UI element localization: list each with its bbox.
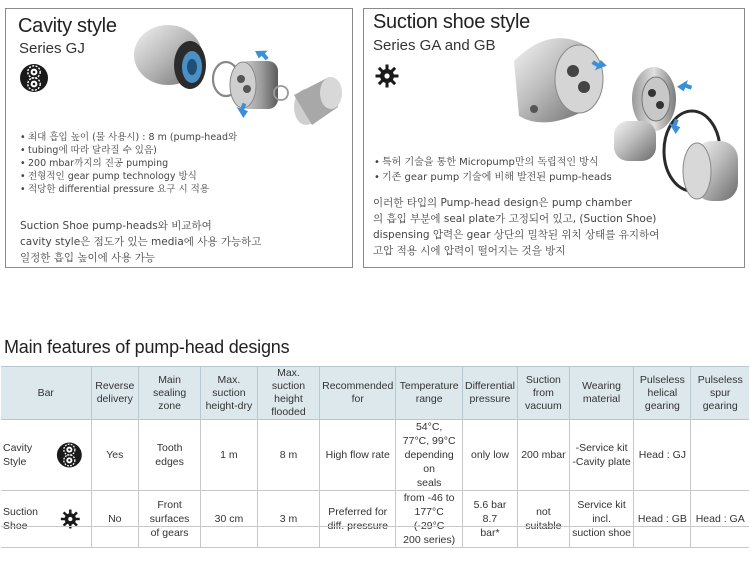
table-cell-line: 5.6 bar 8.7 — [473, 499, 507, 525]
table-cell-line: Head : GJ — [638, 449, 687, 461]
table-cell-line: 200 series) — [403, 534, 456, 546]
column-header-line: vacuum — [525, 399, 562, 412]
suction-shoe-panel — [363, 8, 745, 268]
column-header-line: Wearing — [582, 380, 621, 392]
table-cell — [517, 491, 569, 548]
table-row — [1, 491, 749, 548]
table-cell — [201, 491, 258, 548]
table-cell-line: Service kit incl. — [577, 499, 626, 525]
column-header-line: Main sealing — [152, 373, 187, 399]
table-cell-line: High flow rate — [325, 449, 390, 461]
section-title: Main features of pump-head designs — [4, 337, 290, 357]
cavity-gear-icon — [19, 63, 49, 93]
cavity-pump-head-illustration — [126, 15, 351, 145]
column-header — [139, 367, 201, 420]
list-item: • 최대 흡입 높이 (물 사용시) : 8 m (pump-head와 — [20, 131, 237, 144]
column-header — [320, 367, 396, 420]
table-cell — [691, 491, 749, 548]
column-header — [517, 367, 569, 420]
paragraph-line: 이러한 타입의 Pump-head design은 pump chamber — [373, 197, 632, 209]
column-header — [257, 367, 319, 420]
table-cell-line: Tooth edges — [155, 442, 184, 468]
table-cell-line: 200 mbar — [521, 449, 566, 461]
table-cell-line: Preferred for — [328, 506, 388, 518]
table-cell-line: -Service kit — [575, 442, 628, 454]
suction-shoe-gear-icon — [372, 61, 402, 91]
table-cell-line: 8 m — [279, 449, 298, 461]
suction-panel-series: Series GA and GB — [373, 37, 496, 54]
column-header — [634, 367, 691, 420]
column-header-line: Suction from — [525, 373, 561, 399]
column-header — [569, 367, 634, 420]
table-cell — [396, 420, 463, 491]
table-cell — [257, 491, 319, 548]
column-header-line: pressure — [469, 393, 511, 405]
table-cell — [320, 420, 396, 491]
column-header-line: Pulseless spur — [697, 373, 743, 399]
column-header-line: Recommended — [322, 380, 394, 392]
table-cell — [257, 420, 319, 491]
column-header-line: height-dry — [205, 399, 253, 412]
table-cell-line: -Cavity plate — [572, 456, 631, 468]
list-item-continuation — [20, 144, 237, 157]
table-cell-line: not suitable — [525, 506, 562, 532]
table-bottom-rule — [1, 526, 749, 527]
list-item: • 적당한 differential pressure 요구 시 적용 — [20, 183, 237, 196]
column-header-line: Bar — [37, 386, 54, 399]
table-cell — [201, 420, 258, 491]
table-cell-line: only low — [471, 449, 509, 461]
table-cell-line: 3 m — [279, 513, 298, 525]
table-cell — [139, 491, 201, 548]
list-item: • 기존 gear pump 기술에 비해 발전된 pump-heads — [374, 170, 612, 185]
table-cell-line: Front surfaces — [149, 499, 190, 525]
paragraph-line: cavity style은 점도가 있는 media에 사용 가능하고 — [20, 236, 262, 248]
suction-paragraph — [373, 195, 659, 259]
column-header-line: Max. suction — [271, 367, 306, 392]
table-cell-line: depending on — [404, 449, 454, 475]
column-header — [396, 367, 463, 420]
row-label: Cavity Style — [3, 442, 33, 468]
column-header-line: range — [415, 393, 443, 405]
table-cell-line: of gears — [150, 527, 189, 539]
table-cell-line: diff. pressure — [327, 520, 388, 532]
table-cell — [691, 420, 749, 491]
column-header — [1, 367, 91, 420]
column-header-line: Reverse — [95, 380, 135, 392]
table-cell — [569, 420, 634, 491]
suction-bullet-list — [374, 155, 612, 185]
suction-panel-title: Suction shoe style — [373, 11, 530, 33]
column-header-line: gearing — [702, 399, 738, 412]
paragraph-line: 일정한 흡입 높이에 사용 가능 — [20, 252, 156, 264]
table-cell — [569, 491, 634, 548]
cavity-panel-title: Cavity style — [18, 15, 117, 37]
column-header-line: Pulseless — [639, 373, 685, 386]
table-cell — [320, 491, 396, 548]
row-label-cell — [1, 420, 91, 491]
features-table — [1, 366, 749, 548]
table-cell-line: Yes — [106, 449, 124, 461]
table-cell — [462, 420, 517, 491]
column-header-line: height flooded — [271, 393, 306, 418]
suction-shoe-gear-icon — [58, 505, 83, 533]
cavity-paragraph — [20, 218, 261, 266]
cavity-gear-icon — [56, 441, 83, 469]
cavity-bullet-list — [20, 131, 237, 196]
table-cell — [517, 420, 569, 491]
column-header — [91, 367, 139, 420]
table-cell-line: No — [108, 513, 122, 525]
column-header — [462, 367, 517, 420]
paragraph-line: 의 흡입 부분에 seal plate가 고정되어 있고, (Suction Shoe) — [373, 213, 657, 225]
table-cell-line: Head : GA — [695, 513, 745, 525]
table-cell-line: Head : GB — [637, 513, 687, 525]
table-cell — [91, 491, 139, 548]
table-cell-line: seals — [416, 477, 442, 489]
table-cell-line: 177°C (-29°C — [413, 506, 445, 532]
column-header-line: Differential — [464, 380, 515, 392]
list-item-text: tubing에 따라 달라질 수 있음) — [28, 145, 157, 156]
cavity-style-panel — [5, 8, 353, 268]
paragraph-line: 고압 적용 시에 압력이 떨어지는 것을 방지 — [373, 245, 566, 257]
cavity-panel-series: Series GJ — [19, 40, 85, 57]
table-cell — [139, 420, 201, 491]
column-header-line: zone — [158, 399, 181, 412]
column-header-line: for — [351, 393, 364, 405]
column-header-line: delivery — [96, 393, 133, 405]
table-cell-line: from -46 to — [403, 492, 455, 504]
row-label: Suction Shoe — [3, 506, 39, 532]
column-header-line: helical gearing — [644, 386, 680, 412]
paragraph-line: Suction Shoe pump-heads와 비교하여 — [20, 220, 212, 232]
table-cell-line: 77°C, 99°C — [402, 435, 456, 447]
table-cell — [634, 420, 691, 491]
column-header-line: Temperature — [399, 380, 459, 392]
list-item: • 200 mbar까지의 진공 pumping — [20, 157, 237, 170]
column-header — [691, 367, 749, 420]
table-cell — [396, 491, 463, 548]
table-row — [1, 420, 749, 491]
table-cell-line: 54°C, — [415, 421, 443, 433]
table-cell-line: 1 m — [220, 449, 238, 461]
table-cell — [634, 491, 691, 548]
table-cell-line: 30 cm — [214, 513, 244, 525]
table-cell-line: bar* — [480, 527, 500, 539]
column-header-line: material — [582, 393, 621, 405]
table-cell-line: suction shoe — [572, 527, 632, 539]
column-header-line: Max. suction — [212, 373, 246, 399]
paragraph-line: dispensing 압력은 gear 상단의 밀착된 위치 상태를 유지하여 — [373, 229, 660, 241]
table-cell — [462, 491, 517, 548]
column-header — [201, 367, 258, 420]
list-item: • 특허 기술을 통한 Micropump만의 독립적인 방식 — [374, 155, 612, 170]
row-label-cell — [1, 491, 91, 548]
table-header-row — [1, 367, 749, 420]
table-cell — [91, 420, 139, 491]
list-item: • 전형적인 gear pump technology 방식 — [20, 170, 237, 183]
